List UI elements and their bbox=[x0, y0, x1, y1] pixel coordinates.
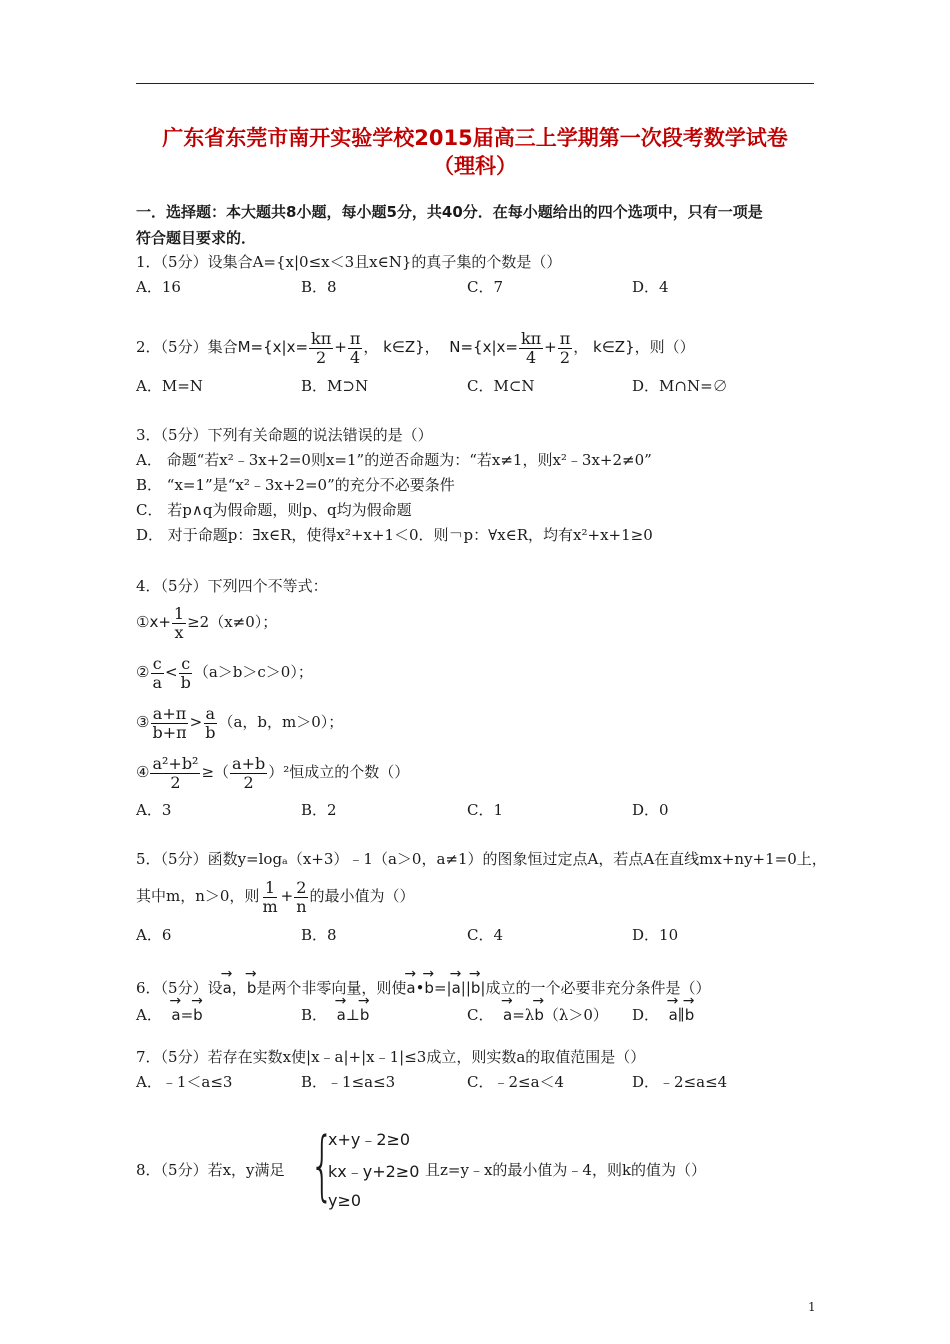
q5-line2-post: 的最小值为（） bbox=[309, 887, 415, 905]
q2-n-fraction-1 bbox=[519, 330, 543, 367]
q8-constraint-2: kx﹣y+2≥0 bbox=[328, 1162, 420, 1181]
q4-i3-pre: ③ bbox=[136, 713, 150, 731]
q5-f2-num: 2 bbox=[296, 877, 307, 897]
q4-i2-fraction-1 bbox=[150, 655, 164, 692]
q2-m-f2-den: 4 bbox=[349, 347, 361, 367]
q6-comma: ， bbox=[231, 979, 247, 997]
q5-option-c: C．4 bbox=[467, 926, 504, 944]
q6-opt-b-vec-a: → a bbox=[337, 999, 346, 1025]
q4-i4-n1: a²+b² bbox=[152, 753, 199, 773]
q6-bar: || bbox=[460, 979, 471, 997]
q2-suffix: ，则（） bbox=[634, 338, 695, 356]
q5-f2-den: n bbox=[296, 896, 307, 916]
q6-opt-d-vec-b: → b bbox=[685, 999, 695, 1025]
q4-i1-pre: ①x+ bbox=[136, 613, 171, 631]
header-rule bbox=[136, 83, 814, 84]
q2-m-f1-den: 2 bbox=[316, 347, 327, 367]
q4-i3-post: （a，b，m＞0）； bbox=[218, 713, 344, 731]
q6-opt-a-label: A． bbox=[136, 1006, 162, 1024]
q6-dot: • bbox=[415, 979, 425, 997]
q4-inequality-2 bbox=[136, 652, 313, 692]
q4-i2-pre: ② bbox=[136, 663, 150, 681]
q2-m-f2-num: π bbox=[349, 328, 361, 348]
q4-i4-post: ）²恒成立的个数（） bbox=[268, 763, 410, 781]
q6-opt-c-vec-a: → a bbox=[503, 999, 512, 1025]
question-5-stem-cont bbox=[136, 876, 415, 916]
q4-i3-d1: b+π bbox=[152, 722, 187, 742]
q4-i3-n1: a+π bbox=[152, 703, 187, 723]
q4-i4-fraction-1 bbox=[150, 755, 200, 792]
question-1-stem: 1．（5分）设集合A={x|0≤x＜3且x∈N}的真子集的个数是（） bbox=[136, 253, 562, 271]
q4-i2-post: （a＞b＞c＞0）； bbox=[193, 663, 313, 681]
q4-inequality-3 bbox=[136, 702, 343, 742]
q6-vector-b-3: → b bbox=[471, 972, 481, 998]
q5-plus: + bbox=[280, 887, 294, 905]
q3-option-c: C． 若p∧q为假命题，则p、q均为假命题 bbox=[136, 501, 412, 519]
document-subtitle: （理科） bbox=[433, 154, 517, 178]
q1-option-a: A．16 bbox=[136, 278, 181, 296]
q6-opt-a-vec-a: → a bbox=[171, 999, 180, 1025]
q6-opt-b-op: ⊥ bbox=[345, 1006, 360, 1024]
q6-vector-a-2: → a bbox=[406, 972, 415, 998]
q6-end-bar: | bbox=[480, 979, 486, 997]
q3-option-a: A． 命题“若x²﹣3x+2=0则x=1”的逆否命题为：“若x≠1，则x²﹣3x+2≠0” bbox=[136, 451, 652, 469]
q2-option-c: C．M⊂N bbox=[467, 377, 535, 395]
q4-i3-mid: > bbox=[189, 713, 203, 731]
q6-option-c bbox=[467, 999, 608, 1025]
q7-option-a: A．﹣1＜a≤3 bbox=[136, 1073, 233, 1091]
q6-vector-a-3: → a bbox=[452, 972, 461, 998]
q2-m-tail: ， k∈Z}， bbox=[363, 338, 440, 356]
q4-i2-d1: a bbox=[152, 672, 162, 692]
q6-vector-a: → a bbox=[223, 972, 232, 998]
q4-option-d: D．0 bbox=[632, 801, 669, 819]
q6-opt-a-op: = bbox=[180, 1006, 194, 1024]
q2-n-f1-num: kπ bbox=[520, 328, 542, 348]
q4-i4-pre: ④ bbox=[136, 763, 150, 781]
q2-m-head: M={x|x= bbox=[237, 338, 309, 356]
q4-inequality-4 bbox=[136, 750, 409, 794]
q1-option-b: B．8 bbox=[301, 278, 337, 296]
question-5-stem: 5．（5分）函数y=logₐ（x+3）﹣1（a＞0，a≠1）的图象恒过定点A，若点A在直线mx+ny+1=0上， bbox=[136, 850, 827, 868]
q2-m-f1-num: kπ bbox=[311, 328, 332, 348]
question-6-stem bbox=[136, 972, 711, 998]
q4-i3-fraction-2 bbox=[203, 705, 217, 742]
q6-vector-b-2: → b bbox=[424, 972, 434, 998]
q4-i4-mid: ≥（ bbox=[201, 763, 230, 781]
q3-option-b: B． “x=1”是“x²﹣3x+2=0”的充分不必要条件 bbox=[136, 476, 455, 494]
q6-option-d bbox=[632, 999, 694, 1025]
q6-opt-d-label: D． bbox=[632, 1006, 660, 1024]
q5-f1-den: m bbox=[262, 896, 278, 916]
q6-opt-c-tail: （λ＞0） bbox=[543, 1006, 608, 1024]
q6-vector-b: → b bbox=[247, 972, 257, 998]
q6-opt-a-vec-b: → b bbox=[193, 999, 203, 1025]
question-4-stem: 4．（5分）下列四个不等式： bbox=[136, 577, 328, 595]
q8-constraint-3: y≥0 bbox=[328, 1191, 362, 1210]
q6-option-b bbox=[301, 999, 369, 1025]
q6-opt-b-vec-b: → b bbox=[360, 999, 370, 1025]
left-brace-icon: { bbox=[310, 1120, 335, 1209]
q7-option-d: D．﹣2≤a≤4 bbox=[632, 1073, 728, 1091]
q6-opt-c-op: =λ bbox=[512, 1006, 535, 1024]
q2-m-fraction-2 bbox=[348, 330, 363, 367]
section-instructions-cont: 符合题目要求的． bbox=[136, 229, 257, 247]
q6-opt-c-vec-b: → b bbox=[534, 999, 544, 1025]
q6-pre: 6．（5分）设 bbox=[136, 979, 223, 997]
q5-line2-pre: 其中m，n＞0，则 bbox=[136, 887, 260, 905]
q4-i1-fraction bbox=[172, 605, 186, 642]
q2-n-f1-den: 4 bbox=[525, 347, 537, 367]
q7-option-b: B．﹣1≤a≤3 bbox=[301, 1073, 396, 1091]
q5-option-d: D．10 bbox=[632, 926, 679, 944]
q6-opt-d-op: ∥ bbox=[677, 1006, 685, 1024]
q2-n-tail: ， k∈Z} bbox=[573, 338, 635, 356]
section-instructions: 一．选择题：本大题共8小题，每小题5分，共40分．在每小题给出的四个选项中，只有一项是 bbox=[136, 203, 763, 221]
q2-option-b: B．M⊃N bbox=[301, 377, 369, 395]
page-number: 1 bbox=[808, 1300, 816, 1314]
q5-option-a: A．6 bbox=[136, 926, 172, 944]
q4-i1-post: ≥2（x≠0）； bbox=[187, 613, 278, 631]
q4-i2-mid: < bbox=[165, 663, 178, 681]
q6-opt-b-label: B． bbox=[301, 1006, 328, 1024]
q4-i3-n2: a bbox=[205, 703, 216, 723]
q4-option-c: C．1 bbox=[467, 801, 504, 819]
q4-i2-n1: c bbox=[152, 653, 162, 673]
q2-n-fraction-2 bbox=[558, 330, 573, 367]
q4-i4-fraction-2 bbox=[230, 755, 267, 792]
q6-post: 成立的一个必要非充分条件是（） bbox=[485, 979, 711, 997]
q5-fraction-2 bbox=[294, 879, 308, 916]
q4-option-b: B．2 bbox=[301, 801, 337, 819]
q4-i4-d2: 2 bbox=[243, 772, 254, 792]
q4-option-a: A．3 bbox=[136, 801, 172, 819]
q1-option-c: C．7 bbox=[467, 278, 504, 296]
q4-i2-d2: b bbox=[180, 672, 191, 692]
q6-mid: 是两个非零向量，则使 bbox=[256, 979, 407, 997]
question-8-stem-pre: 8．（5分）若x，y满足 bbox=[136, 1161, 285, 1179]
q4-i4-d1: 2 bbox=[170, 772, 181, 792]
q4-i1-den: x bbox=[174, 622, 184, 642]
q4-i4-n2: a+b bbox=[232, 753, 266, 773]
q5-f1-num: 1 bbox=[264, 877, 276, 897]
q2-m-fraction-1 bbox=[309, 330, 333, 367]
q5-fraction-1 bbox=[260, 879, 279, 916]
q6-opt-c-label: C． bbox=[467, 1006, 494, 1024]
q1-option-d: D．4 bbox=[632, 278, 669, 296]
document-title: 广东省东莞市南开实验学校2015届高三上学期第一次段考数学试卷 bbox=[162, 126, 788, 150]
q2-option-d: D．M∩N=∅ bbox=[632, 377, 728, 395]
q2-n-f2-den: 2 bbox=[559, 347, 571, 367]
q6-eq: =| bbox=[433, 979, 452, 997]
q2-plus-2: + bbox=[544, 338, 557, 356]
q2-plus-1: + bbox=[334, 338, 347, 356]
q2-n-head: N={x|x= bbox=[449, 338, 518, 356]
q6-opt-d-vec-a: → a bbox=[669, 999, 678, 1025]
q4-i1-num: 1 bbox=[173, 603, 185, 623]
question-7-stem: 7．（5分）若存在实数x使|x﹣a|+|x﹣1|≤3成立，则实数a的取值范围是（） bbox=[136, 1048, 646, 1066]
q2-option-a: A．M=N bbox=[136, 377, 203, 395]
question-3-stem: 3．（5分）下列有关命题的说法错误的是（） bbox=[136, 426, 433, 444]
question-8-stem-post: 且z=y﹣x的最小值为﹣4，则k的值为（） bbox=[425, 1161, 707, 1179]
q3-option-d: D． 对于命题p：∃x∈R，使得x²+x+1＜0．则￢p：∀x∈R，均有x²+x+1≥0 bbox=[136, 526, 653, 544]
q6-option-a bbox=[136, 999, 203, 1025]
q7-option-c: C．﹣2≤a＜4 bbox=[467, 1073, 565, 1091]
q4-i2-n2: c bbox=[181, 653, 191, 673]
question-2-stem bbox=[136, 325, 695, 369]
q4-inequality-1 bbox=[136, 602, 277, 642]
q4-i3-d2: b bbox=[205, 722, 216, 742]
q2-n-f2-num: π bbox=[559, 328, 571, 348]
q8-constraint-1: x+y﹣2≥0 bbox=[328, 1130, 411, 1149]
q4-i2-fraction-2 bbox=[179, 655, 193, 692]
q4-i3-fraction-1 bbox=[150, 705, 188, 742]
q5-option-b: B．8 bbox=[301, 926, 337, 944]
q2-prefix: 2．（5分）集合 bbox=[136, 338, 238, 356]
